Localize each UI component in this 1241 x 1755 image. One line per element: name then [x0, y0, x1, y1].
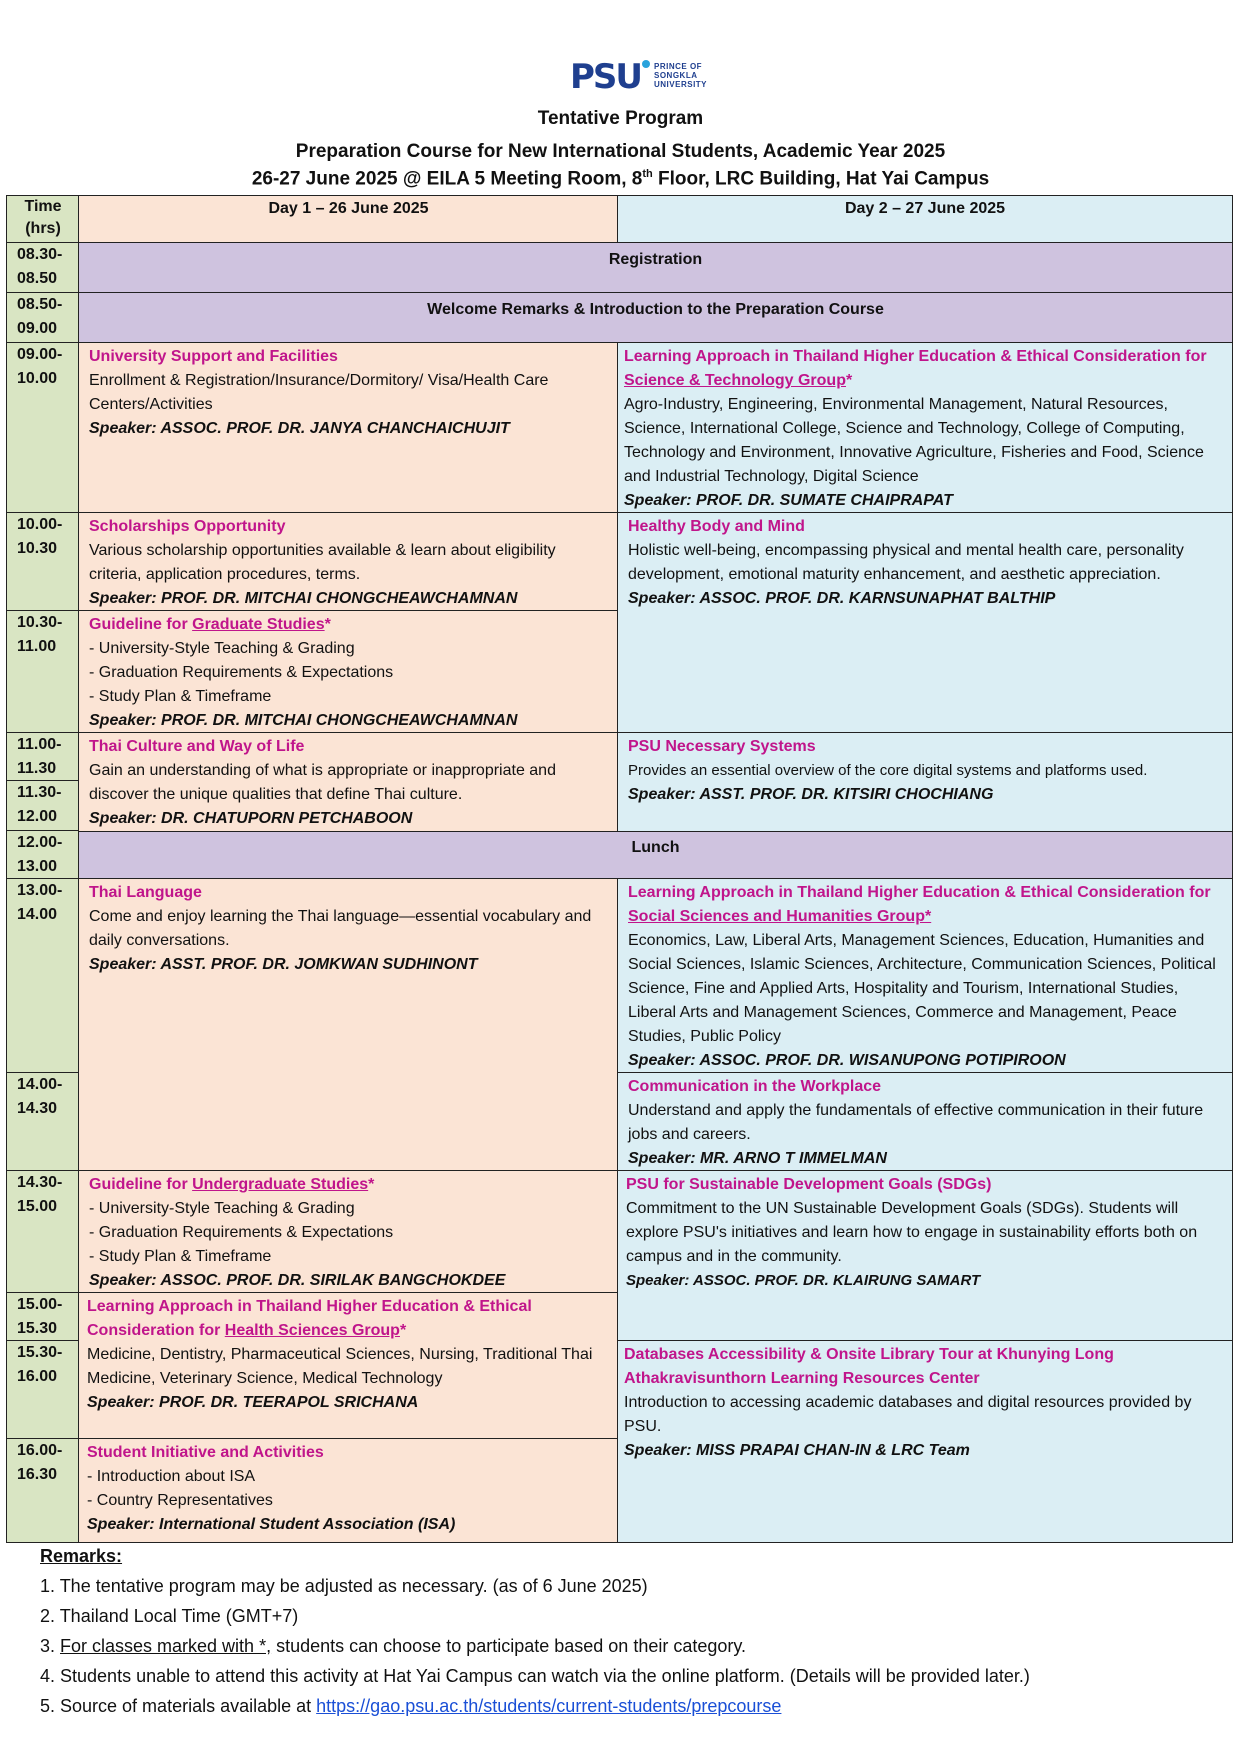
page-title: Tentative Program	[537, 108, 704, 129]
session-psu-systems: PSU Necessary Systems Provides an essential overview of the core digital systems and platforms used. Speaker: ASST. PROF. DR. KITSIRI CHOCHIANG	[617, 732, 1233, 832]
remark-3: 3. For classes marked with *, students can choose to participate based on their category.	[40, 1636, 747, 1656]
time-header: Time (hrs)	[6, 195, 80, 244]
remark-1: 1. The tentative program may be adjusted as necessary. (as of 6 June 2025)	[40, 1576, 648, 1596]
remark-2: 2. Thailand Local Time (GMT+7)	[40, 1606, 299, 1626]
session-sdgs: PSU for Sustainable Development Goals (SDGs) Commitment to the UN Sustainable Development Goals (SDGs). Students will explore PSU's initiatives and learn how to engage in sustainability efforts both on campus and in the community. Speaker: ASSOC. PROF. DR. KLAIRUNG SAMART	[617, 1170, 1233, 1342]
time-1130: 11.30- 12.00	[6, 780, 80, 832]
time-1530: 15.30- 16.00	[6, 1340, 80, 1440]
time-0830: 08.30- 08.50	[6, 242, 80, 294]
remarks-title: Remarks:	[40, 1546, 123, 1566]
day2-header: Day 2 – 27 June 2025	[617, 195, 1233, 244]
registration-row: Registration	[78, 242, 1233, 294]
session-health-sciences: Learning Approach in Thailand Higher Education & Ethical Consideration for Health Sciences Group* Medicine, Dentistry, Pharmaceutical Sciences, Nursing, Traditional Thai Medicine, Veterinary Science, Medical Technology Speaker: PROF. DR. TEERAPOL SRICHANA	[78, 1292, 619, 1440]
session-university-support: University Support and Facilities Enrollment & Registration/Insurance/Dormitory/ Visa/Health Care Centers/Activities Speaker: ASSOC. PROF. DR. JANYA CHANCHAICHUJIT	[78, 342, 619, 514]
time-1300: 13.00- 14.00	[6, 878, 80, 1074]
remark-5: 5. Source of materials available at https://gao.psu.ac.th/students/current-students/prepcourse	[40, 1696, 782, 1716]
logo-dot	[642, 60, 650, 68]
time-1030: 10.30- 11.00	[6, 610, 80, 734]
session-healthy-body-mind: Healthy Body and Mind Holistic well-being, encompassing physical and mental health care, personality development, emotional maturity enhancement, and aesthetic appreciation. Speaker: ASSOC. PROF. DR. KARNSUNAPHAT BALTHIP	[617, 512, 1233, 734]
time-1100: 11.00- 11.30	[6, 732, 80, 782]
session-library-tour: Databases Accessibility & Onsite Library Tour at Khunying Long Athakravisunthorn Learning Resources Center Introduction to accessing academic databases and digital resources provided by PSU. Speaker: MISS PRAPAI CHAN-IN & LRC Team	[617, 1340, 1233, 1543]
remarks	[40, 1541, 1030, 1721]
time-1200: 12.00- 13.00	[6, 830, 80, 880]
lunch-row: Lunch	[78, 830, 1233, 880]
session-undergraduate-guideline: Guideline for Undergraduate Studies* - University-Style Teaching & Grading - Graduation Requirements & Expectations - Study Plan & Timeframe Speaker: ASSOC. PROF. DR. SIRILAK BANGCHOKDEE	[78, 1170, 619, 1294]
time-0850: 08.50- 09.00	[6, 292, 80, 344]
session-science-technology: Learning Approach in Thailand Higher Education & Ethical Consideration for Science & Technology Group* Agro-Industry, Engineering, Environmental Management, Natural Resources, Science, International College, Science and Technology, College of Computing, Technology and Environment, Innovative Agriculture, Fisheries and Food, Science and Industrial Technology, Digital Science Speaker: PROF. DR. SUMATE CHAIPRAPAT	[617, 342, 1233, 514]
day1-header: Day 1 – 26 June 2025	[78, 195, 619, 244]
time-1000: 10.00- 10.30	[6, 512, 80, 612]
logo-name: PRINCE OF SONGKLA UNIVERSITY	[654, 62, 708, 89]
session-social-sciences: Learning Approach in Thailand Higher Education & Ethical Consideration for Social Sciences and Humanities Group* Economics, Law, Liberal Arts, Management Sciences, Education, Humanities and Social Sciences, Islamic Sciences, Architecture, Communication Sciences, Political Science, Fine and Applied Arts, Hospitality and Tourism, International Studies, Liberal Arts and Management Sciences, Commerce and Management, Peace Studies, Public Policy Speaker: ASSOC. PROF. DR. WISANUPONG POTIPIROON	[617, 878, 1233, 1074]
session-scholarships: Scholarships Opportunity Various scholarship opportunities available & learn about eligibility criteria, application procedures, terms. Speaker: PROF. DR. MITCHAI CHONGCHEAWCHAMNAN	[78, 512, 619, 612]
logo-mark: PSU	[570, 57, 642, 97]
session-communication: Communication in the Workplace Understand and apply the fundamentals of effective communication in their future jobs and careers. Speaker: MR. ARNO T IMMELMAN	[617, 1072, 1233, 1172]
page-subtitle: Preparation Course for New International Students, Academic Year 2025	[295, 141, 946, 162]
psu-logo	[570, 56, 720, 100]
time-0900: 09.00- 10.00	[6, 342, 80, 514]
remark-4: 4. Students unable to attend this activity at Hat Yai Campus can watch via the online platform. (Details will be provided later.)	[40, 1666, 1030, 1686]
time-1400: 14.00- 14.30	[6, 1072, 80, 1172]
session-thai-culture: Thai Culture and Way of Life Gain an understanding of what is appropriate or inappropriate and discover the unique qualities that define Thai culture. Speaker: DR. CHATUPORN PETCHABOON	[78, 732, 619, 832]
time-1500: 15.00- 15.30	[6, 1292, 80, 1342]
session-graduate-guideline: Guideline for Graduate Studies* - University-Style Teaching & Grading - Graduation Requirements & Expectations - Study Plan & Timeframe Speaker: PROF. DR. MITCHAI CHONGCHEAWCHAMNAN	[78, 610, 619, 734]
time-1600: 16.00- 16.30	[6, 1438, 80, 1543]
session-thai-language: Thai Language Come and enjoy learning the Thai language—essential vocabulary and daily conversations. Speaker: ASST. PROF. DR. JOMKWAN SUDHINONT	[78, 878, 619, 1172]
welcome-row: Welcome Remarks & Introduction to the Preparation Course	[78, 292, 1233, 344]
program-table	[6, 195, 1233, 1543]
session-student-initiative: Student Initiative and Activities - Introduction about ISA - Country Representatives Speaker: International Student Association (ISA)	[78, 1438, 619, 1543]
date-venue: 26-27 June 2025 @ EILA 5 Meeting Room, 8th Floor, LRC Building, Hat Yai Campus	[251, 168, 990, 190]
prepcourse-link[interactable]: https://gao.psu.ac.th/students/current-students/prepcourse	[316, 1696, 782, 1716]
time-1430: 14.30- 15.00	[6, 1170, 80, 1294]
